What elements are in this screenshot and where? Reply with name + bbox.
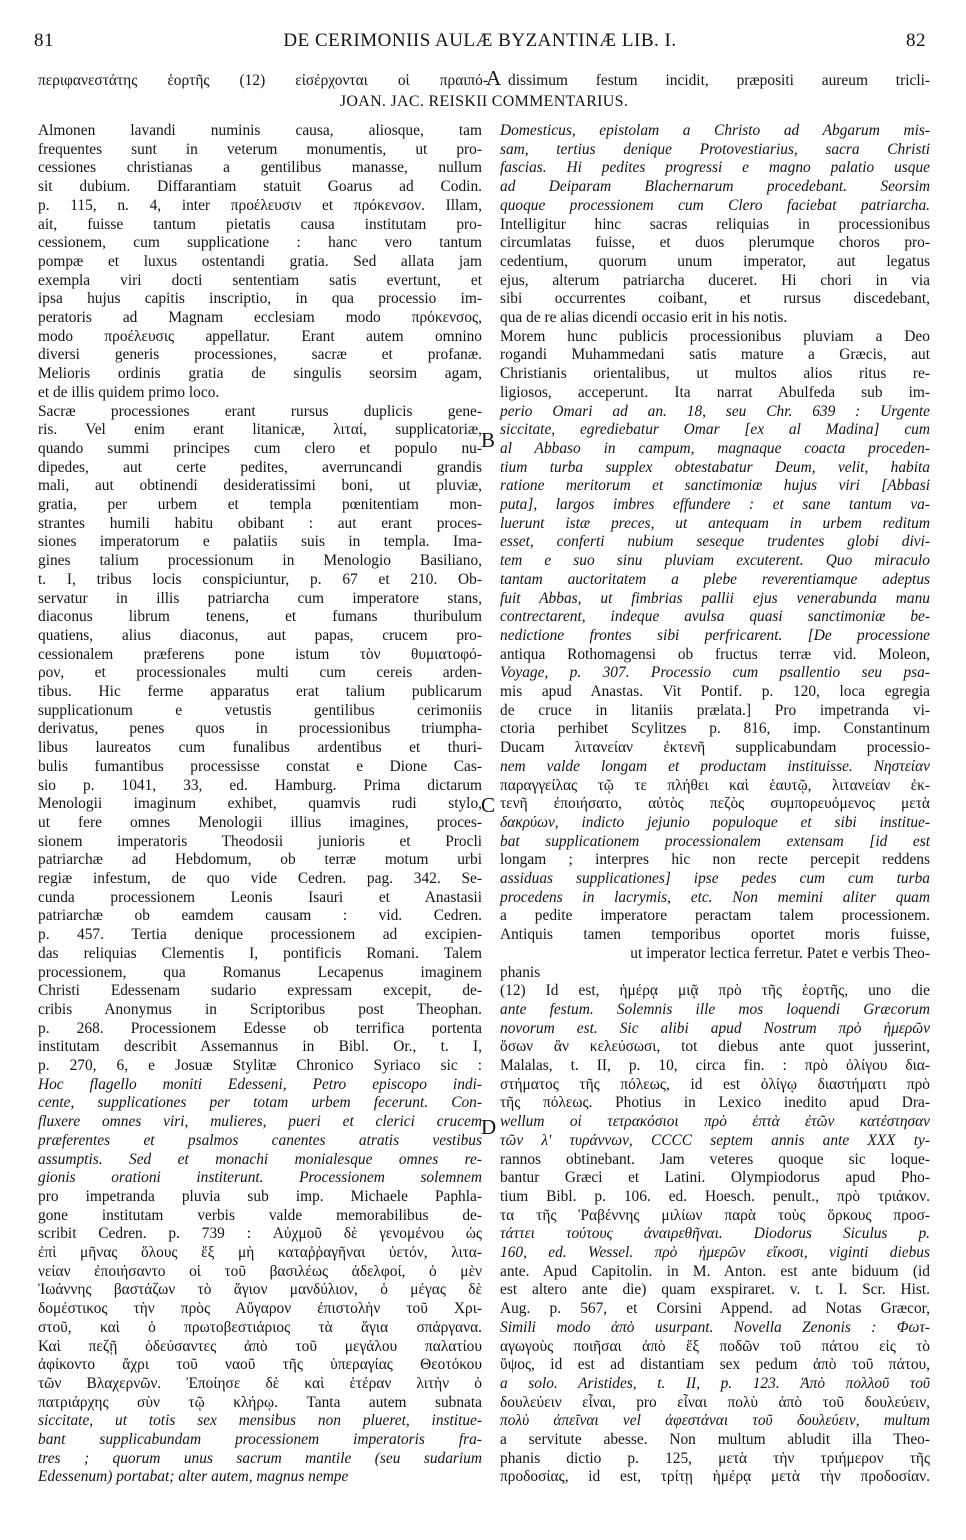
right-column-line: Christianis orientalibus, ut multos alios ritus re-	[500, 365, 930, 383]
right-column-line: fascias. Hi pedites progressi e magno palatio usque	[500, 159, 930, 177]
right-column-line: circumlatas fuisse, et duos plerumque choros pro-	[500, 234, 930, 252]
right-column-line: nedictione frontes sibi perfricarent. [De processione	[500, 626, 930, 644]
left-column-line: bant supplicabundam processionem imperatoris fra-	[38, 1431, 482, 1448]
left-column-line: τῶν Βλαχερνῶν. Ἐποίησε δὲ καὶ ἑτέραν λιτὴν ὁ	[38, 1374, 482, 1392]
left-column-line: gionis orationi institerunt. Processionem solemnem	[38, 1169, 482, 1187]
left-column-line: cunda processionem Leonis Isauri et Anastasii	[38, 888, 482, 906]
left-column-line: tibus. Hic ferme apparatus erat talium publicarum	[38, 683, 482, 700]
section-heading: JOAN. JAC. REISKII COMMENTARIUS.	[339, 93, 629, 110]
right-column-line: rogandi Muhammedani satis mature a Græcis, aut	[500, 346, 930, 364]
left-column-line: ipsa hujus capitis inscriptio, in qua processio im-	[38, 290, 482, 308]
right-column-line: ligiosos, acceperunt. Ita narrat Abulfeda sub im-	[500, 383, 930, 401]
right-column-line: a servitute abesse. Non multum abludit illa Theo-	[500, 1431, 930, 1448]
right-column-line: παραγγείλας τῷ τε πλήθει καὶ ἑαυτῷ, λιτανείαν ἐκ-	[500, 776, 930, 794]
left-column-line: servatur in illis patriarcha cum imperatore stans,	[38, 589, 482, 607]
left-column-line: institutam describit Assemannus in Bibl. Or., t. I,	[38, 1038, 482, 1056]
left-column-line: scribit Cedren. p. 739 : Αὐχμοῦ δὲ γενομένου ὡς	[38, 1225, 482, 1243]
left-column-line: fluxere omnes viri, mulieres, pueri et clerici crucem	[38, 1113, 482, 1131]
right-column-line: προδοσίας, id est, τρίτῃ ἡμέρᾳ μετὰ τὴν προδοσίαν.	[500, 1468, 930, 1486]
left-column-line: diaconus librum tenens, et fumans thuribulum	[38, 608, 482, 626]
page-number-left: 81	[34, 30, 54, 51]
right-column-line: tem e suo sinu pluviam excuterent. Quo miraculo	[500, 552, 930, 570]
left-column-line: strantes humili habitu obibant : aut erant proces-	[38, 514, 482, 532]
left-column-line: cessionem, cum supplicatione : hanc vero tantum	[38, 234, 482, 252]
left-column-line: cessiones christianas a gentilibus manasse, nullum	[38, 159, 482, 177]
right-column-line: a solo. Aristides, t. II, p. 123. Ἀπὸ πολλοῦ τοῦ	[500, 1374, 930, 1392]
right-column-line: bat supplicationem processionalem extensam [id est	[500, 832, 930, 850]
right-column-line: ad Deiparam Blachernarum procedebant. Seorsim	[500, 178, 930, 196]
left-column-line: Ἰωάννης βαστάζων τὸ ἅγιον μανδύλιον, ὁ μέγας δὲ	[38, 1281, 482, 1299]
right-column-line: al Abbaso in campum, magnaque coacta proceden-	[500, 439, 930, 457]
left-column-line: πατριάρχης σὺν τῷ κλήρῳ. Tanta autem subnata	[38, 1393, 482, 1411]
right-column-line: sibi occurrentes coibant, et rursus discedebant,	[500, 290, 930, 308]
left-column-line: gines talium processionum in Menologio Basiliano,	[38, 552, 482, 570]
top-line-right: dissimum festum incidit, præpositi aureum tricli-	[508, 72, 930, 89]
right-column-line: siccitate, egrediebatur Omar [ex al Madina] cum	[500, 421, 930, 439]
left-column-line: cribis Anonymus in Scriptoribus post Theophan.	[38, 1000, 482, 1018]
right-column-line: a pedite imperatore peractam talem processionem.	[500, 907, 930, 925]
left-column-line: libus laureatos cum funalibus ardentibus et thuri-	[38, 739, 482, 757]
left-column-line: νείαν ἐποιήσαντο οἱ τοῦ βασιλέως ἀδελφοί, ὁ μὲν	[38, 1262, 482, 1280]
right-column-line: στήματος τῆς πόλεως, id est ὀλίγῳ διαστήματι πρὸ	[500, 1075, 930, 1093]
margin-marker-a: A	[486, 66, 502, 90]
right-column-line: cedentium, quorum unum imperator, aut legatus	[500, 252, 930, 270]
left-column-line: Almonen lavandi numinis causa, aliosque, tam	[38, 122, 482, 139]
left-column-line: derivatus, penes quos in processionibus triumpha-	[38, 720, 482, 738]
left-column-line: patriarchæ ad Hebdomum, ob terræ motum urbi	[38, 851, 482, 869]
right-column-line: antiqua Rothomagensi ob fructus terræ vid. Moleon,	[500, 645, 930, 663]
left-column-line: cente, supplicationes per totam urbem fecerunt. Con-	[38, 1094, 482, 1112]
right-column-line: Aug. p. 567, et Corsini Append. ad Notas Græcor,	[500, 1300, 930, 1318]
left-column-line: p. 268. Processionem Edesse ob terrifica portenta	[38, 1019, 482, 1037]
right-column-line: τάττει τούτους ἀναιρεθῆναι. Diodorus Siculus p.	[500, 1225, 930, 1243]
right-column-line: procedens in lacrymis, etc. Non memini aliter quam	[500, 888, 930, 906]
right-column-line: novorum est. Sic alibi apud Nostrum πρὸ ἡμερῶν	[500, 1019, 930, 1037]
right-column-line: Morem hunc publicis processionibus pluviam a Deo	[500, 327, 930, 345]
left-column-line: assumptis. Sed et monachi monialesque omnes re-	[38, 1150, 482, 1168]
left-column-line: p. 270, 6, e Josuæ Stylitæ Chronico Syriaco sic :	[38, 1057, 482, 1074]
right-column-line: Intelligitur hinc sacras reliquias in processionibus	[500, 215, 930, 233]
right-column-line: est altero ante die) quam exspiraret. v. t. I. Scr. Hist.	[500, 1281, 930, 1299]
right-column-line: (12) Id est, ἡμέρᾳ μιᾷ πρὸ τῆς ἑορτῆς, uno die	[500, 982, 930, 1000]
left-column-line: das reliquias Clementis I, pontificis Romani. Talem	[38, 944, 482, 962]
right-column-line: ὕψος, id est ad distantiam sex pedum ἀπὸ τοῦ πάτου,	[500, 1356, 930, 1374]
right-column-line: Malalas, t. II, p. 10, circa fin. : πρὸ ὀλίγου δια-	[500, 1057, 930, 1074]
left-column-line: ait, fuisse tantum pietatis causa institutam pro-	[38, 215, 482, 233]
left-column-line: diversi generis processiones, sacræ et profanæ.	[38, 346, 482, 364]
right-column-line: Antiquis tamen temporibus oportet moris fuisse,	[500, 926, 930, 944]
page-number-right: 82	[906, 30, 926, 51]
left-column-line: quatiens, alius diaconus, aut papas, crucem pro-	[38, 626, 482, 644]
left-column-line: regiæ infestum, de quo vide Cedren. pag. 342. Se-	[38, 870, 482, 887]
right-column-line: esset, conferti nubium seseque trudentes globi divi-	[500, 533, 930, 551]
left-column-line: gone institutam verbis valde memorabilibus de-	[38, 1206, 482, 1224]
right-column-line: puta], largos imbres effundere : et sane tantum va-	[500, 496, 930, 513]
right-column-line: longam ; interpres hic non recte percepit reddens	[500, 851, 930, 869]
left-column-line: ἀφίκοντο ἄχρι τοῦ ναοῦ τῆς ὑπεραγίας Θεοτόκου	[38, 1356, 482, 1374]
right-column-line: mis apud Anastas. Vit Pontif. p. 120, loca egregia	[500, 683, 930, 700]
left-column-line: ἐπὶ μῆνας ὅλους ἕξ μὴ καταῤῥαγῆναι ὑετόν, λιτα-	[38, 1244, 482, 1261]
left-column-line: et de illis quidem primo loco.	[38, 383, 220, 401]
left-column-line: peratoris ad Magnam ecclesiam modo πρόκενσος,	[38, 309, 482, 326]
left-column-line: t. I, tribus locis conspiciuntur, p. 67 et 210. Ob-	[38, 570, 482, 588]
left-column-line: Sacræ processiones erant rursus duplicis gene-	[38, 402, 482, 420]
right-column-line: rannos obtinebant. Jam veteres quoque sic loque-	[500, 1150, 930, 1168]
running-head	[34, 30, 926, 56]
left-column-line: cessionalem præferens pone istum τὸν θυμιατοφό-	[38, 645, 482, 663]
right-column-line: fuit Abbas, ut fimbrias pallii ejus venerabunda manu	[500, 589, 930, 607]
right-column-line: 160, ed. Wessel. πρὸ ἡμερῶν εἴκοσι, viginti diebus	[500, 1244, 930, 1261]
right-column-line: πολὺ ἀπεῖναι vel ἀφεστάναι τοῦ δουλεύειν, multum	[500, 1412, 930, 1430]
margin-marker-c: C	[481, 793, 496, 817]
right-column-line: ctoria perhibet Scylitzes p. 816, imp. Constantinum	[500, 720, 930, 738]
left-column-line: præferentes et psalmos canentes atratis vestibus	[38, 1131, 482, 1149]
right-column-line: ejus, alterum patriarcha duceret. Hi chori in via	[500, 271, 930, 289]
left-column-line: p. 457. Tertia denique processionem ad excipien-	[38, 926, 482, 944]
left-column-line: gratia, per urbem et templa pœnitentiam mon-	[38, 496, 482, 513]
right-column-line: ante. Apud Capitolin. in M. Anton. est ante biduum (id	[500, 1262, 930, 1280]
left-column-line: frequentes sunt in veterum monumentis, ut pro-	[38, 140, 482, 158]
right-column-line: de cruce in litaniis prælata.] Pro impetranda vi-	[500, 701, 930, 719]
right-column-line: τα τῆς Ῥαβέννης μιλίων παρὰ τοὺς ὅρκους προσ-	[500, 1206, 930, 1224]
right-column-line: qua de re alias dicendi occasio erit in his notis.	[500, 309, 788, 326]
right-column-line: Domesticus, epistolam a Christo ad Abgarum mis-	[500, 122, 930, 139]
right-column-line: nem valde longam et productam instituisse. Νηστείαν	[500, 757, 930, 775]
left-column-line: mali, aut obtinendi desideratissimi boni, ut pluviæ,	[38, 477, 482, 495]
right-column-line: quoque processionem cum Clero faciebat patriarcha.	[500, 196, 930, 214]
left-column-line: dipedes, aut certe pedites, averruncandi grandis	[38, 458, 482, 476]
right-column-line: Ducam λιτανείαν ἐκτενῆ supplicabundam processio-	[500, 739, 930, 757]
right-column-line: contrectarent, indeque avulsa quasi sanctimoniæ be-	[500, 608, 930, 626]
right-column-line: perio Omari ad an. 18, seu Chr. 639 : Urgente	[500, 402, 930, 420]
left-column-line: ut fere omnes Menologii illius imagines, proces-	[38, 813, 482, 831]
left-column-line: siones imperatorum e palatiis suis in templa. Ima-	[38, 533, 482, 551]
left-column-line: στοῦ, καὶ ὁ πρωτοβεστιάριος τὰ ἅγια σπάργανα.	[38, 1318, 482, 1336]
right-column-line: ante festum. Solemnis ille mos loquendi Græcorum	[500, 1000, 930, 1018]
left-column-line: patriarchæ ob eamdem causam : vid. Cedren.	[38, 907, 482, 925]
right-column-line: tium Bibl. p. 106. ed. Hoesch. penult., πρὸ τριάκον.	[500, 1187, 930, 1205]
left-column-line: exempla viri docti sententiam satis evertunt, et	[38, 271, 482, 289]
right-column-line: τῆς πόλεως. Photius in Lexico inedito apud Dra-	[500, 1094, 930, 1112]
top-line-left: περιφανεστάτης ἑορτῆς (12) εἰσέρχονται οἱ πραιπό-	[38, 72, 488, 89]
left-column-line: tres ; quorum unus sacrum mantile (seu sudarium	[38, 1449, 482, 1467]
left-column-line: sio p. 1041, 33, ed. Hamburg. Prima dictarum	[38, 776, 482, 794]
right-column-line: ratione meritorum et sanctimoniæ hujus viri [Abbasi	[500, 477, 930, 495]
left-column-line: pompæ et luxus ostentandi gratia. Sed allata jam	[38, 252, 482, 270]
left-column-line: sit dubium. Diffarantiam statuit Goarus ad Codin.	[38, 178, 482, 196]
left-column-line: bulis fumantibus processisse constat e Dione Cas-	[38, 757, 482, 775]
right-column-line: τενῆ ἐποιήσατο, αὐτὸς πεζὸς συμπορευόμενος μετὰ	[500, 795, 930, 813]
right-column-line: luerunt istæ preces, ut antequam in urbem reditum	[500, 514, 930, 532]
left-column-line: supplicationum e vetustis gentilibus cerimoniis	[38, 701, 482, 719]
running-title: DE CERIMONIIS AULÆ BYZANTINÆ LIB. I.	[283, 30, 677, 51]
left-column-line: sionem imperatoris Theodosii junioris et Procli	[38, 832, 482, 850]
left-column-line: processionem, qua Romanus Lecapenus imaginem	[38, 963, 482, 981]
left-column-line: pro impetranda pluvia sub imp. Michaele Paphla-	[38, 1187, 482, 1205]
left-column-line: ρον, et processionales multi cum cereis arden-	[38, 664, 482, 682]
left-column-line: Melioris ordinis gratia de singulis seorsim agam,	[38, 365, 482, 383]
right-column-line: Simili modo ἀπὸ usurpant. Novella Zenonis : Φωτ-	[500, 1318, 930, 1336]
right-column-line: phanis dictio p. 125, μετὰ τὴν τριήμερον τῆς	[500, 1449, 930, 1467]
right-column-line: assiduas supplicationes] ipse pedes cum cum turba	[500, 870, 930, 887]
left-column-line: Hoc flagello moniti Edesseni, Petro episcopo indi-	[38, 1075, 482, 1093]
right-column-line: ut imperator lectica ferretur. Patet e verbis Theo-	[630, 944, 930, 962]
left-column-line: p. 115, n. 4, inter προέλευσιν et πρόκενσον. Illam,	[38, 196, 482, 214]
right-column-line: bantur Græci et Latini. Olympiodorus apud Pho-	[500, 1169, 930, 1187]
margin-marker-b: B	[481, 428, 496, 452]
right-column-line: wellum οἱ τετρακόσιοι πρὸ ἑπτὰ ἐτῶν κατέστησαν	[500, 1113, 930, 1131]
left-column-line: siccitate, ut totis sex mensibus non plueret, institue-	[38, 1412, 482, 1430]
right-column-line: τῶν λʹ τυράννων, CCCC septem annis ante XXX ty-	[500, 1131, 930, 1149]
right-column-line: sam, tertius denique Protovestiarius, sacra Christi	[500, 140, 930, 158]
left-column-line: quando summi principes cum clero et populo nu-	[38, 439, 482, 457]
right-column-line: tantam auctoritatem a plebe reverentiamque adeptus	[500, 570, 930, 588]
left-column-line: Menologii imaginum exhibet, quamvis rudi stylo,	[38, 795, 482, 813]
right-column-line: tium turba supplex obtestabatur Deum, velit, habita	[500, 458, 930, 476]
right-column-line: δουλεύειν εἶναι, pro εἶναι πολὺ ἀπὸ τοῦ δουλεύειν,	[500, 1393, 930, 1411]
margin-marker-d: D	[481, 1115, 497, 1139]
right-column-line: δακρύων, indicto jejunio populoque et sibi institue-	[500, 813, 930, 831]
left-column-line: Καὶ πεζῇ ὁδεύσαντες ἀπὸ τοῦ μεγάλου παλατίου	[38, 1337, 482, 1355]
right-column-line: αγωγοὺς ποιῆσαι ἀπὸ ἕξ ποδῶν τοῦ πάτου εἰς τὸ	[500, 1337, 930, 1355]
right-column-line: phanis	[500, 963, 541, 981]
right-column-line: Voyage, p. 307. Processio cum psallentio seu psa-	[500, 664, 930, 682]
right-column-line: ὅσων ἂν κελεύσωσι, tot diebus ante quot jusserint,	[500, 1038, 930, 1056]
left-column-line: δομέστικος τὴν πρὸς Αὔγαρον ἐπιστολὴν τοῦ Χρι-	[38, 1300, 482, 1318]
left-column-line: modo προέλευσις appellatur. Erant autem omnino	[38, 327, 482, 345]
left-column-line: Christi Edessenam sudario expressam excepit, de-	[38, 982, 482, 1000]
left-column-line: Edessenum) portabat; alter autem, magnus nempe	[38, 1468, 349, 1486]
left-column-line: ris. Vel enim erant litanicæ, λιταί, supplicatoriæ,	[38, 421, 482, 439]
